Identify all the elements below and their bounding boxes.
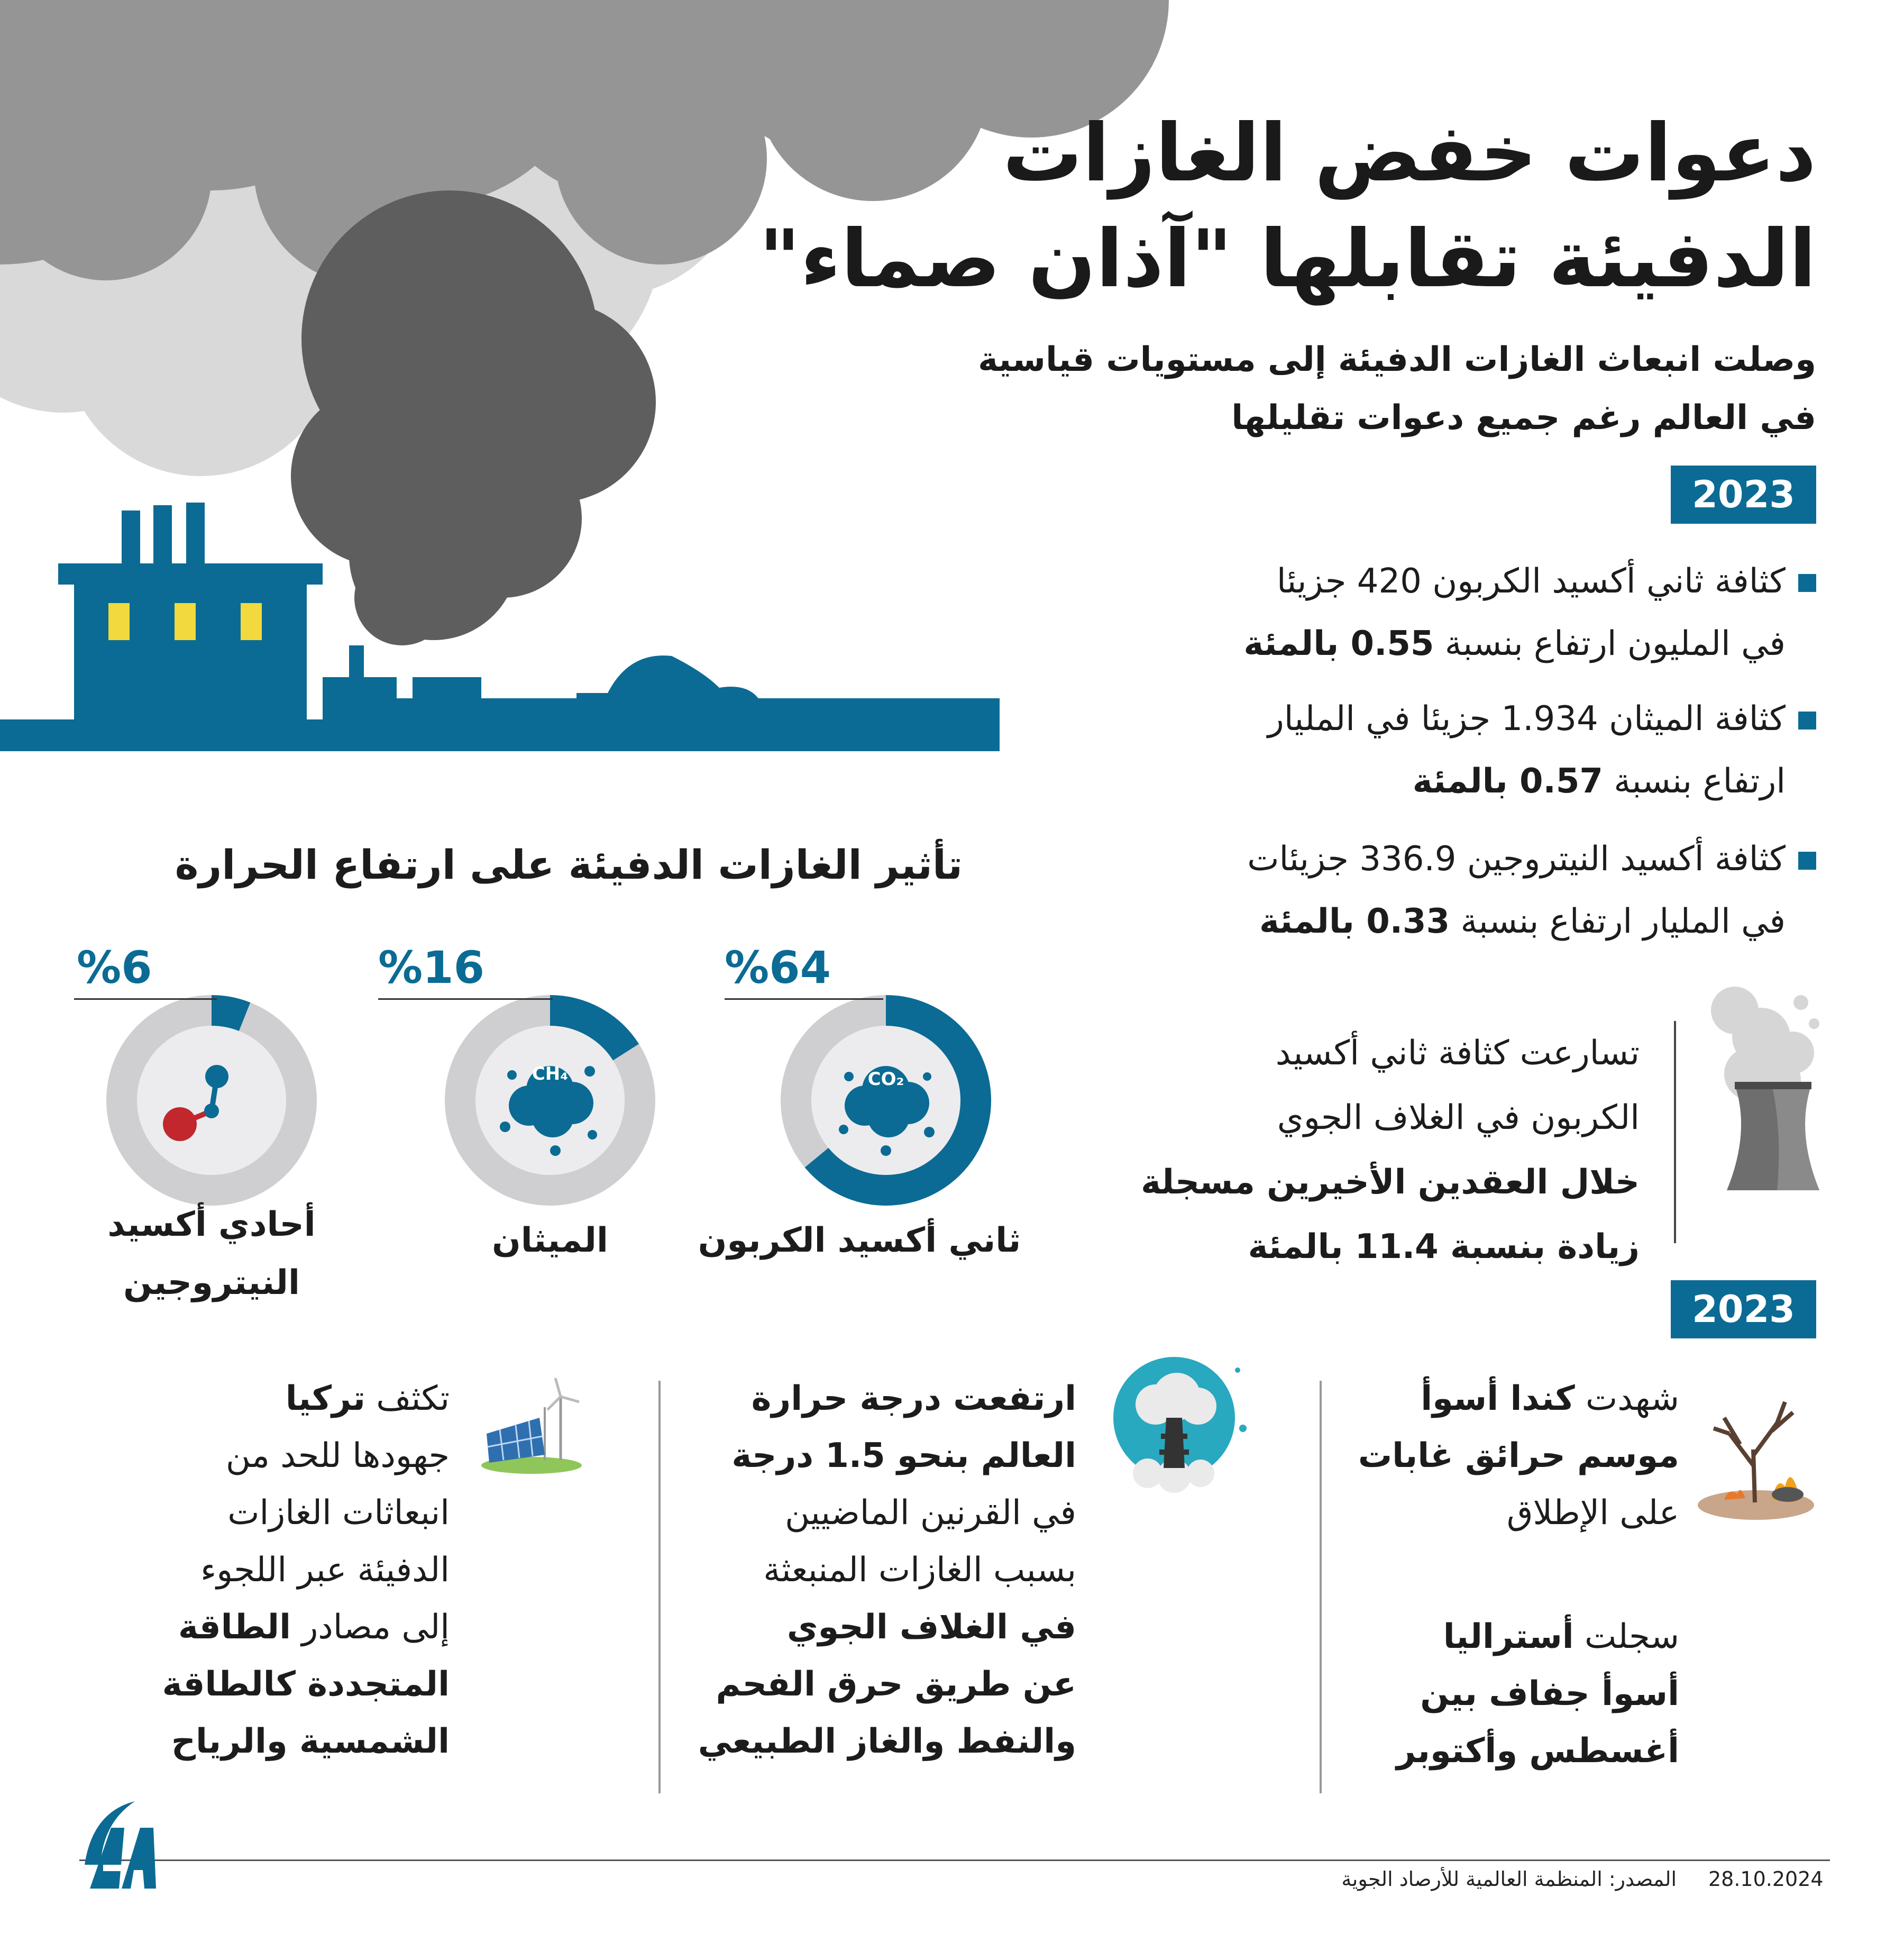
turkey-pre: تكثف	[365, 1379, 450, 1418]
australia-drought-text	[1309, 1608, 1679, 1780]
methane-label-line1: الميثان	[492, 1221, 608, 1260]
co2-label	[688, 1211, 1031, 1270]
canada-line2: موسم حرائق غابات	[1358, 1436, 1679, 1475]
stat-co2-line2: في المليون ارتفاع بنسبة	[1434, 624, 1786, 663]
nitrous-percent: %6	[77, 942, 152, 993]
turkey-line2: جهودها للحد من	[225, 1436, 450, 1475]
co2-formula-label: CO₂	[867, 1069, 904, 1090]
turkey-renewables-text	[122, 1370, 450, 1770]
year-badge-1: 2023	[1671, 466, 1816, 524]
co2-label-line1: ثاني أكسيد الكربون	[698, 1221, 1021, 1260]
bullet-square-icon	[1798, 574, 1816, 592]
stat-methane	[1129, 688, 1816, 813]
canada-bold: كندا أسوأ	[1421, 1379, 1575, 1418]
stat-co2-value: 0.55 بالمئة	[1243, 624, 1434, 663]
solar-wind-icon	[476, 1375, 587, 1476]
canada-pre: شهدت	[1575, 1379, 1679, 1418]
nitrous-percent-rule	[74, 998, 217, 1000]
year-badge-2: 2023	[1671, 1280, 1816, 1338]
methane-percent-rule	[378, 998, 553, 1000]
turkey-line7: الشمسية والرياح	[171, 1722, 450, 1761]
co2-percent: %64	[725, 942, 831, 993]
turkey-line5-bold: الطاقة	[178, 1608, 291, 1647]
stat-nitrous-line1: كثافة أكسيد النيتروجين 336.9 جزيئات	[1247, 840, 1786, 879]
methane-percent: %16	[378, 942, 485, 993]
footer-source: المصدر: المنظمة العالمية للأرصاد الجوية	[1341, 1867, 1677, 1891]
subtitle-line-1: وصلت انبعاث الغازات الدفيئة إلى مستويات قياسية	[978, 340, 1816, 379]
bullet-square-icon	[1798, 712, 1816, 730]
page-title	[653, 101, 1816, 312]
turkey-line3: انبعاثات الغازات	[227, 1493, 450, 1533]
australia-bold: أستراليا	[1443, 1617, 1574, 1656]
ch4-formula-label: CH₄	[532, 1063, 569, 1084]
nuclear-explosion-icon	[1111, 1354, 1253, 1497]
temp-line5: في الغلاف الجوي	[786, 1608, 1076, 1647]
column-divider-2	[658, 1381, 661, 1793]
subtitle-line-2: في العالم رغم جميع دعوات تقليلها	[1231, 398, 1816, 437]
turkey-bold: تركيا	[285, 1379, 365, 1418]
accel-line1: تسارعت كثافة ثاني أكسيد	[1275, 1034, 1640, 1073]
stat-nitrous-line2: في المليار ارتفاع بنسبة	[1450, 902, 1786, 941]
nitrous-label	[79, 1196, 344, 1312]
column-divider-1	[1320, 1381, 1322, 1793]
temp-line4: بسبب الغازات المنبعثة	[763, 1551, 1076, 1590]
australia-line3: أغسطس وأكتوبر	[1396, 1731, 1679, 1771]
turkey-line5-pre: إلى مصادر	[291, 1608, 450, 1647]
temp-line3: في القرنين الماضيين	[785, 1493, 1076, 1533]
accel-line3: خلال العقدين الأخيرين مسجلة	[1141, 1163, 1640, 1202]
turkey-line4: الدفيئة عبر اللجوء	[200, 1551, 450, 1590]
australia-line2: أسوأ جفاف بين	[1420, 1674, 1679, 1713]
temperature-rise-text	[653, 1370, 1076, 1770]
footer-rule	[79, 1859, 1830, 1861]
temp-line2: العالم بنحو 1.5 درجة	[731, 1436, 1076, 1475]
accel-divider	[1674, 1021, 1676, 1243]
title-line-2: الدفيئة تقابلها "آذان صماء"	[759, 213, 1816, 305]
co2-acceleration-note	[1111, 1021, 1640, 1279]
donut-nitrous-value-arc	[212, 1010, 245, 1017]
stat-co2-line1: كثافة ثاني أكسيد الكربون 420 جزيئا	[1276, 562, 1786, 601]
nitrous-label-line2: النيتروجين	[123, 1263, 300, 1302]
stat-methane-value: 0.57 بالمئة	[1412, 762, 1603, 801]
temp-line1: ارتفعت درجة حرارة	[751, 1379, 1076, 1418]
footer-date: 28.10.2024	[1708, 1867, 1824, 1891]
stat-nitrous	[1129, 828, 1816, 953]
impact-section-title: تأثير الغازات الدفيئة على ارتفاع الحرارة	[175, 841, 963, 888]
methane-label	[418, 1211, 682, 1270]
nitrous-label-line1: أحادي أكسيد	[107, 1205, 316, 1244]
stat-nitrous-value: 0.33 بالمئة	[1259, 902, 1450, 941]
turkey-line6: المتجددة كالطاقة	[162, 1665, 450, 1704]
stat-methane-line1: كثافة الميثان 1.934 جزيئا في المليار	[1267, 699, 1786, 739]
australia-pre: سجلت	[1573, 1617, 1679, 1656]
bullet-square-icon	[1798, 852, 1816, 870]
canada-line3: على الإطلاق	[1506, 1493, 1679, 1533]
stat-co2	[1129, 550, 1816, 675]
wildfire-tree-icon	[1692, 1386, 1819, 1524]
stat-methane-line2: ارتفاع بنسبة	[1603, 762, 1786, 801]
cooling-tower-icon	[1692, 973, 1830, 1201]
title-line-1: دعوات خفض الغازات	[1002, 107, 1816, 199]
accel-line2: الكربون في الغلاف الجوي	[1277, 1098, 1640, 1137]
aa-logo-icon	[82, 1796, 159, 1891]
canada-fires-text	[1309, 1370, 1679, 1542]
temp-line7: والنفط والغاز الطبيعي	[698, 1722, 1076, 1761]
temp-line6: عن طريق حرق الفحم	[716, 1665, 1076, 1704]
accel-line4: زيادة بنسبة 11.4 بالمئة	[1248, 1227, 1640, 1266]
co2-percent-rule	[725, 998, 883, 1000]
page-subtitle	[811, 331, 1816, 447]
